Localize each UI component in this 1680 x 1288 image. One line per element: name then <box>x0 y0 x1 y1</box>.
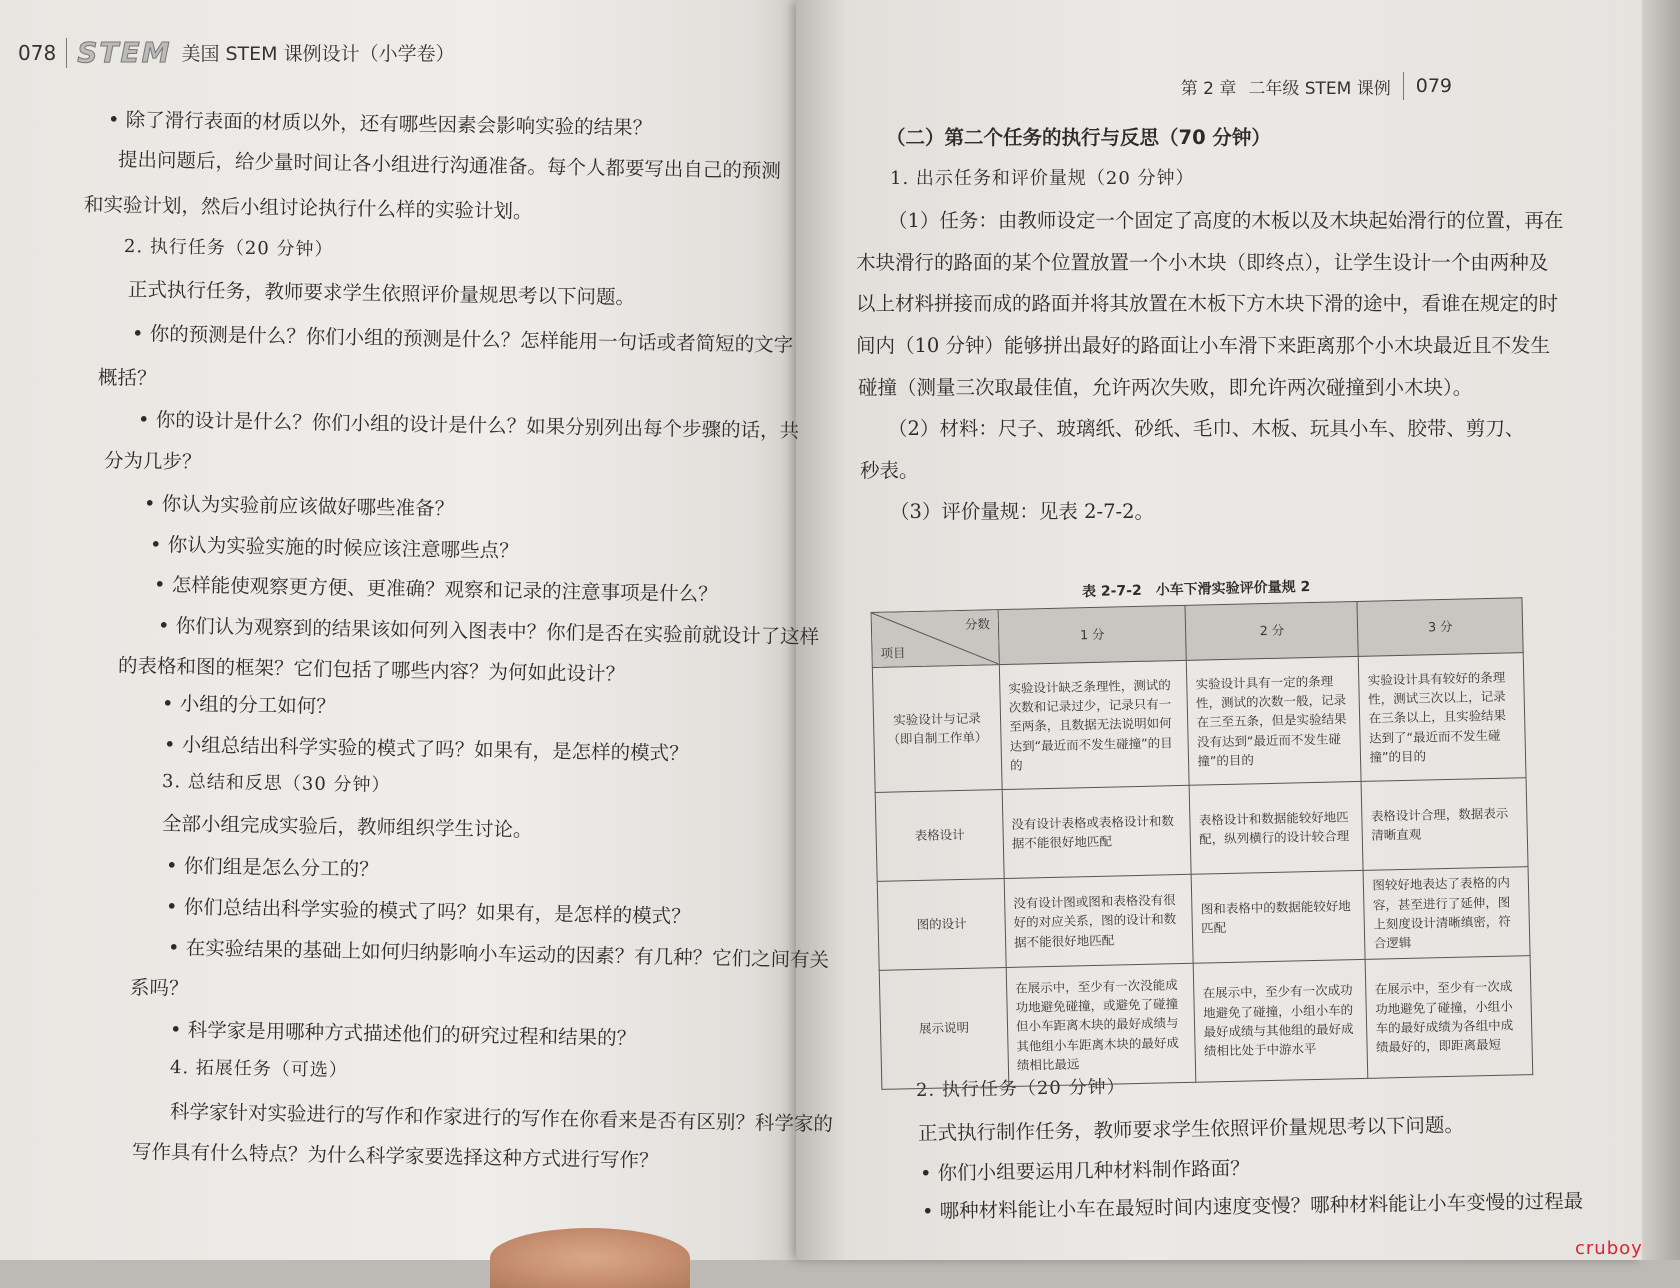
chapter-title: 二年级 STEM 课例 <box>1248 78 1391 99</box>
left-text-line: • 在实验结果的基础上如何归纳影响小车运动的因素？有几种？它们之间有关 <box>167 936 830 972</box>
left-text-line: 2. 执行任务（20 分钟） <box>123 236 334 261</box>
watermark: cruboy <box>1575 1238 1643 1259</box>
right-header <box>1181 72 1452 100</box>
table-cell: 表格设计和数据能较好地匹配，纵列横行的设计较合理 <box>1189 781 1363 874</box>
row-item: 实验设计与记录（即自制工作单） <box>872 665 1002 793</box>
column-header: 2 分 <box>1185 601 1358 660</box>
right-page-number: 079 <box>1415 75 1452 97</box>
table-cell: 实验设计具有一定的条理性，测试的次数一般，记录在三至五条，但是实验结果没有达到“最近而不发生碰撞”的目的 <box>1187 656 1362 785</box>
left-page-number: 078 <box>18 40 57 65</box>
left-text-line: • 科学家是用哪种方式描述他们的研究过程和结果的？ <box>169 1018 637 1050</box>
right-text-line: • 哪种材料能让小车在最短时间内速度变慢？哪种材料能让小车变慢的过程最 <box>921 1189 1584 1223</box>
left-text-line: • 你认为实验实施的时候应该注意哪些点？ <box>149 533 519 563</box>
table-cell: 在展示中，至少有一次成功地避免了碰撞，小组小车的最好成绩为各组中成绩最好的，即距离最短 <box>1366 956 1533 1079</box>
left-text-line: 科学家针对实验进行的写作和作家进行的写作在你看来是否有区别？科学家的 <box>169 1100 834 1136</box>
left-text-line: 写作具有什么特点？为什么科学家要选择这种方式进行写作？ <box>131 1140 659 1173</box>
left-text-line: 全部小组完成实验后，教师组织学生讨论。 <box>161 812 533 842</box>
right-text-line: （3）评价量规：见表 2-7-2。 <box>890 500 1155 523</box>
right-text-line: 碰撞（测量三次取最佳值，允许两次失败，即允许两次碰撞到小木块）。 <box>858 376 1473 399</box>
left-text-line: • 小组总结出科学实验的模式了吗？如果有，是怎样的模式？ <box>163 733 689 766</box>
table-cell: 实验设计具有较好的条理性，测试三次以上，记录在三条以上，且实验结果达到了“最近而不发生碰撞”的目的 <box>1359 653 1526 782</box>
left-text-line: 4. 拓展任务（可选） <box>169 1057 349 1082</box>
right-text-line: 秒表。 <box>860 459 919 482</box>
right-text-line: 2. 执行任务（20 分钟） <box>915 1076 1126 1101</box>
left-text-line: 正式执行任务，教师要求学生依照评价量规思考以下问题。 <box>127 278 636 309</box>
left-text-line: 提出问题后，给少量时间让各小组进行沟通准备。每个人都要写出自己的预测 <box>117 148 782 183</box>
rubric-table <box>871 597 1534 1090</box>
left-text-line: • 你们组是怎么分工的？ <box>165 854 379 882</box>
header-score-label: 分数 <box>964 616 991 632</box>
left-text-line: • 怎样能使观察更方便、更准确？观察和记录的注意事项是什么？ <box>153 573 718 606</box>
left-text-line: 分为几步？ <box>103 449 202 474</box>
right-text-line: 1. 出示任务和评价量规（20 分钟） <box>890 168 1195 189</box>
left-text-line: 和实验计划，然后小组讨论执行什么样的实验计划。 <box>83 193 533 224</box>
thumb-photo-artifact <box>490 1228 690 1288</box>
right-text-line: 间内（10 分钟）能够拼出最好的路面让小车滑下来距离那个小木块最近且不发生 <box>856 334 1551 357</box>
right-text-line: 正式执行制作任务，教师要求学生依照评价量规思考以下问题。 <box>917 1113 1465 1145</box>
left-text-line: • 除了滑行表面的材质以外，还有哪些因素会影响实验的结果？ <box>107 108 653 140</box>
table-cell: 没有设计表格或表格设计和数据不能很好地匹配 <box>1002 785 1191 878</box>
book-title: 美国 STEM 课例设计（小学卷） <box>181 43 455 65</box>
left-text-line: 系吗？ <box>129 976 189 1001</box>
table-row <box>879 956 1533 1090</box>
table-cell: 在展示中，至少有一次没能成功地避免碰撞，或避免了碰撞但小车距离木块的最好成绩与其他组小车距离木块的最好成绩相比最远 <box>1006 963 1196 1086</box>
right-text-line: （二）第二个任务的执行与反思（70 分钟） <box>886 126 1271 149</box>
left-text-line: 概括？ <box>97 366 157 390</box>
rubric-table-block <box>870 571 1533 1090</box>
table-cell: 没有设计图或图和表格没有很好的对应关系，图的设计和数据不能很好地匹配 <box>1004 874 1193 967</box>
header-diagonal-cell <box>871 610 999 668</box>
row-item: 展示说明 <box>879 968 1009 1090</box>
page-edge-stack <box>1642 0 1680 1260</box>
table-cell: 图和表格中的数据能较好地匹配 <box>1191 870 1365 963</box>
header-divider <box>1403 72 1404 100</box>
table-cell: 图较好地表达了表格的内容，甚至进行了延伸，图上刻度设计清晰缜密，符合逻辑 <box>1364 867 1530 960</box>
header-item-label: 项目 <box>880 644 906 661</box>
left-header <box>18 36 455 69</box>
table-cell: 实验设计缺乏条理性，测试的次数和记录过少，记录只有一至两条，且数据无法说明如何达到“最近而不发生碰撞”的目的 <box>999 660 1189 789</box>
right-text-line: 木块滑行的路面的某个位置放置一个小木块（即终点），让学生设计一个由两种及 <box>856 251 1549 274</box>
stem-logo: STEM <box>77 36 172 69</box>
left-text-line: • 小组的分工如何？ <box>161 692 336 719</box>
right-text-line: 以上材料拼接而成的路面并将其放置在木板下方木块下滑的途中，看谁在规定的时 <box>856 292 1559 315</box>
left-text-line: • 你的设计是什么？你们小组的设计是什么？如果分别列出每个步骤的话，共 <box>137 408 800 443</box>
left-text-line: • 你的预测是什么？你们小组的预测是什么？怎样能用一句话或者简短的文字 <box>131 322 794 357</box>
left-text-line: • 你认为实验前应该做好哪些准备？ <box>143 492 455 521</box>
table-caption: 表 2-7-2 小车下滑实验评价量规 2 <box>1081 579 1311 601</box>
right-text-line: （2）材料：尺子、玻璃纸、砂纸、毛巾、木板、玩具小车、胶带、剪刀、 <box>888 417 1525 440</box>
right-text-line: • 你们小组要运用几种材料制作路面？ <box>919 1156 1250 1185</box>
table-row <box>877 867 1530 971</box>
row-item: 图的设计 <box>877 879 1006 971</box>
left-text-line: • 你们总结出科学实验的模式了吗？如果有，是怎样的模式？ <box>165 895 691 929</box>
left-text-line: 3. 总结和反思（30 分钟） <box>161 771 391 796</box>
left-text-line: • 你们认为观察到的结果该如何列入图表中？你们是否在实验前就设计了这样 <box>157 614 820 649</box>
right-text-line: （1）任务：由教师设定一个固定了高度的木板以及木块起始滑行的位置，再在 <box>888 209 1564 232</box>
header-divider <box>66 38 67 68</box>
table-cell: 表格设计合理，数据表示清晰直观 <box>1362 778 1528 871</box>
table-cell: 在展示中，至少有一次成功地避免了碰撞，小组小车的最好成绩与其他组的最好成绩相比处于中游水平 <box>1193 959 1368 1082</box>
column-header: 1 分 <box>998 605 1187 664</box>
left-text-line: 的表格和图的框架？它们包括了哪些内容？为何如此设计？ <box>117 654 626 686</box>
table-row <box>872 653 1526 793</box>
row-item: 表格设计 <box>875 790 1004 882</box>
chapter-label: 第 2 章 <box>1180 78 1237 99</box>
column-header: 3 分 <box>1357 598 1523 657</box>
table-row <box>875 778 1528 882</box>
